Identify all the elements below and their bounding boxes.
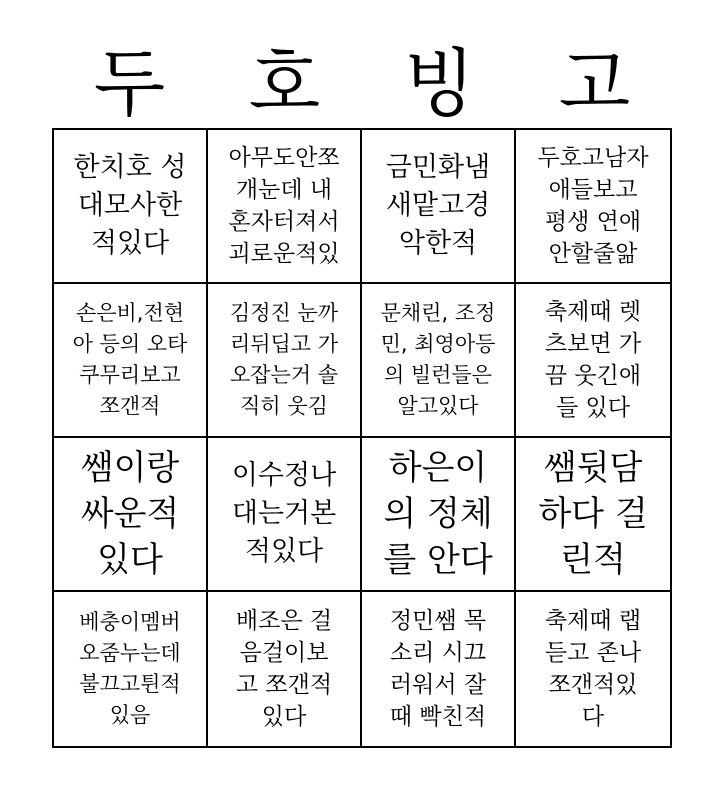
bingo-cell-r3c4[interactable]	[516, 438, 670, 592]
bingo-cell-text: 쌤이랑 싸운적 있다	[80, 448, 180, 580]
bingo-cell-text: 정민쌤 목 소리 시끄 러워서 잘 때 빡친적	[389, 608, 487, 730]
title-letter-4: 고	[558, 41, 631, 127]
bingo-cell-text: 한치호 성 대모사한 적있다	[73, 152, 187, 259]
title-letter-2: 호	[248, 41, 321, 127]
bingo-cell-r2c1[interactable]	[54, 284, 208, 438]
bingo-cell-text: 하은이 의 정체 를 안다	[383, 448, 493, 580]
bingo-cell-r1c1[interactable]	[54, 130, 208, 284]
bingo-board	[52, 128, 672, 748]
bingo-cell-text: 쌤뒷담 하다 걸 린적	[538, 448, 648, 580]
bingo-title	[52, 41, 672, 127]
bingo-cell-r1c3[interactable]	[362, 130, 516, 284]
bingo-cell-text: 축제때 렛 츠보면 가 끔 웃긴애 들 있다	[544, 299, 642, 421]
bingo-cell-text: 배조은 걸 음걸이보 고 쪼갠적 있다	[235, 608, 333, 730]
title-letter-3: 빙	[403, 41, 476, 127]
bingo-cell-r4c2[interactable]	[208, 592, 362, 746]
bingo-cell-text: 이수정나 대는거본 적있다	[231, 460, 337, 567]
bingo-cell-r3c3[interactable]	[362, 438, 516, 592]
bingo-cell-text: 두호고남자 애들보고 평생 연애 안할줄앎	[537, 145, 649, 267]
bingo-cell-text: 베충이멤버 오줌누는데 불끄고튄적 있음	[79, 610, 181, 727]
bingo-cell-text: 금민화냄 새맡고경 악한적	[385, 152, 491, 259]
bingo-cell-text: 문채린, 조정 민, 최영아등 의 빌런들은 알고있다	[380, 301, 496, 418]
bingo-cell-r3c2[interactable]	[208, 438, 362, 592]
bingo-cell-r2c2[interactable]	[208, 284, 362, 438]
bingo-cell-r4c1[interactable]	[54, 592, 208, 746]
bingo-cell-r1c2[interactable]	[208, 130, 362, 284]
bingo-cell-text: 축제때 랩 듣고 존나 쪼갠적있 다	[544, 608, 642, 730]
bingo-cell-text: 김정진 눈까 리뒤딥고 가 오잡는거 솔 직히 웃김	[229, 301, 339, 418]
bingo-cell-r2c3[interactable]	[362, 284, 516, 438]
bingo-cell-r1c4[interactable]	[516, 130, 670, 284]
bingo-cell-text: 아무도안쪼 개눈데 내 혼자터져서 괴로운적있	[228, 145, 340, 267]
title-letter-1: 두	[93, 41, 166, 127]
bingo-cell-r4c4[interactable]	[516, 592, 670, 746]
bingo-cell-r4c3[interactable]	[362, 592, 516, 746]
bingo-cell-r3c1[interactable]	[54, 438, 208, 592]
bingo-cell-r2c4[interactable]	[516, 284, 670, 438]
bingo-cell-text: 손은비,전현 아 등의 오타 쿠무리보고 쪼갠적	[72, 301, 188, 418]
